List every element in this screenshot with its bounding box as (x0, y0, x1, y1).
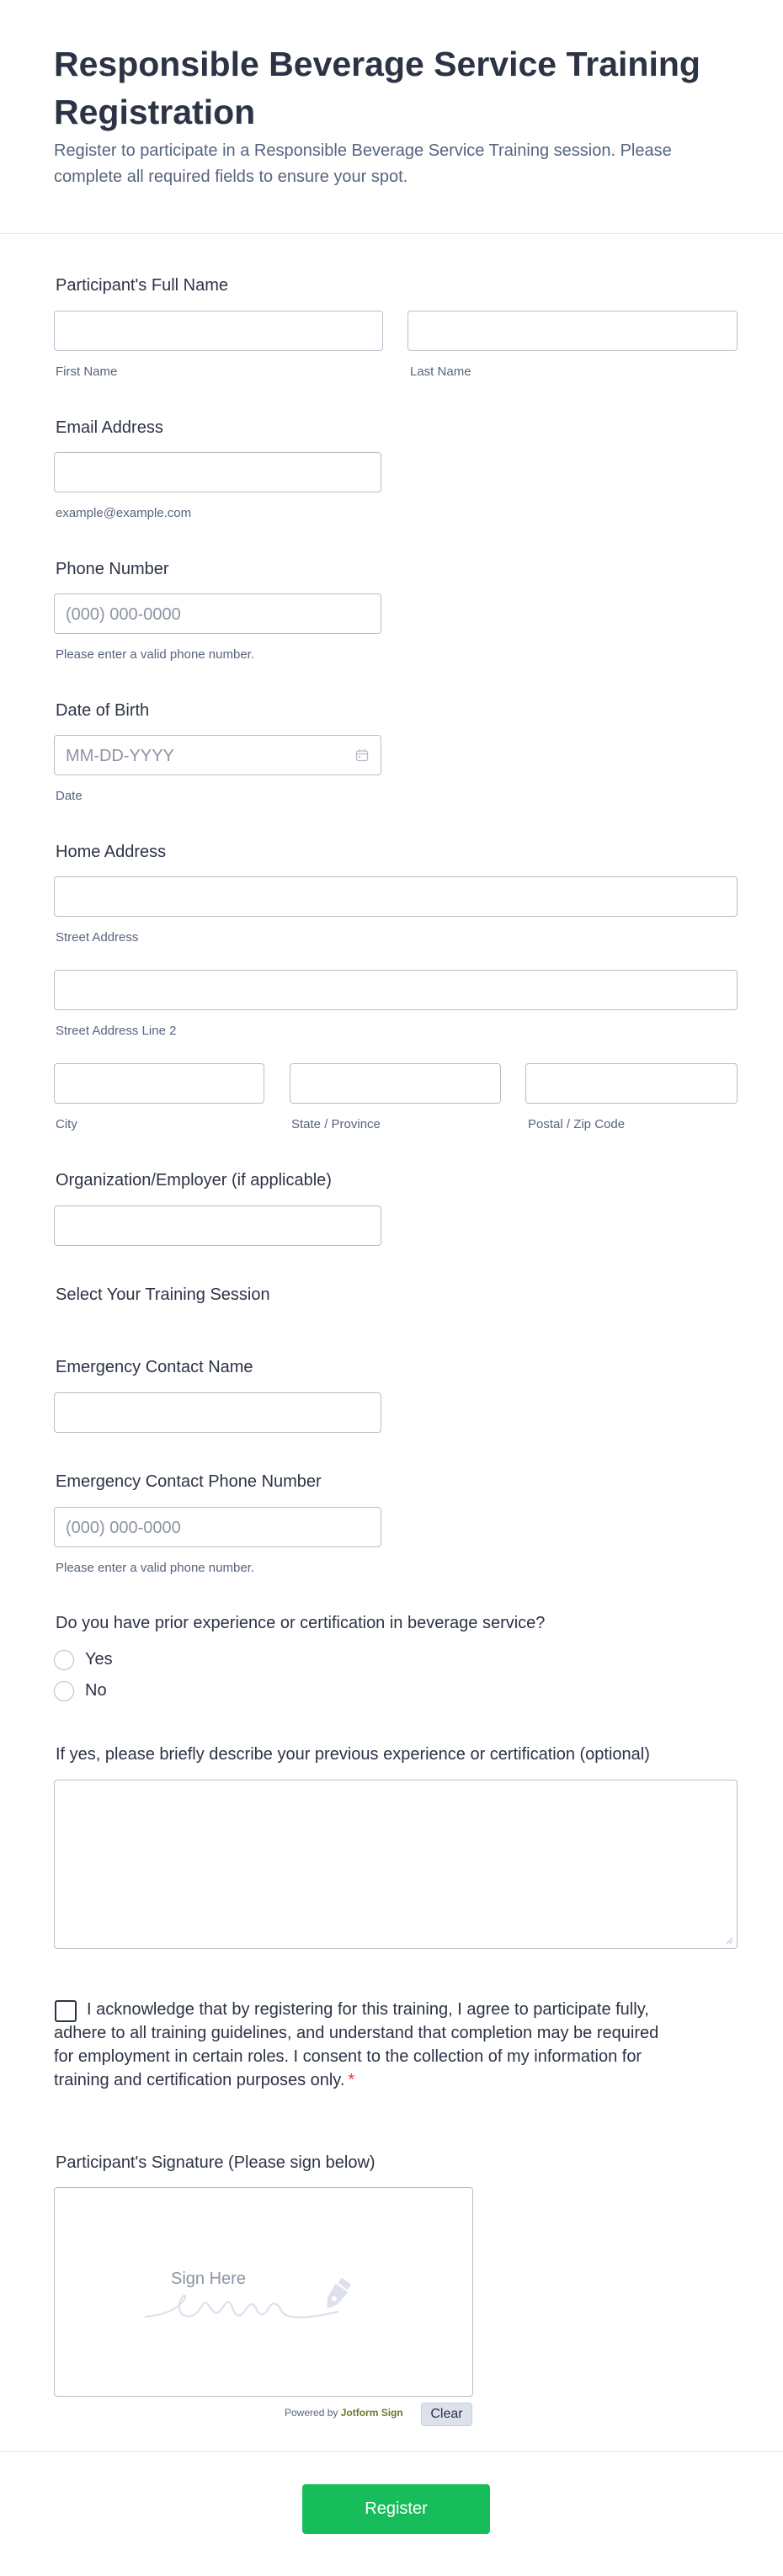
form-title: Responsible Beverage Service Training Registration (54, 45, 700, 131)
dob-sublabel: Date (56, 789, 83, 803)
experience-label: Do you have prior experience or certification in beverage service? (56, 1614, 546, 1632)
register-button[interactable]: Register (302, 2484, 490, 2534)
experience-detail-textarea[interactable] (54, 1780, 738, 1949)
signature-placeholder: Sign Here (171, 2270, 246, 2288)
dob-label: Date of Birth (56, 701, 150, 720)
form-subtitle: Register to participate in a Responsible Beverage Service Training session. Please complete all required fields to ensure your spot. (54, 141, 672, 186)
dob-placeholder: MM-DD-YYYY (66, 747, 174, 765)
last-name-input[interactable] (407, 311, 738, 351)
required-mark: * (348, 2071, 355, 2089)
signature-pad[interactable] (54, 2187, 473, 2397)
radio-yes-label[interactable]: Yes (85, 1650, 113, 1669)
resize-handle-icon[interactable] (726, 1937, 733, 1945)
state-sublabel: State / Province (291, 1117, 381, 1131)
emergency-phone-input[interactable] (54, 1507, 381, 1547)
consent-text (54, 1998, 677, 2092)
emergency-name-label: Emergency Contact Name (56, 1358, 253, 1376)
zip-sublabel: Postal / Zip Code (528, 1117, 626, 1131)
first-name-sublabel: First Name (56, 365, 118, 379)
emergency-phone-sublabel: Please enter a valid phone number. (56, 1561, 254, 1575)
powered-by (285, 2406, 403, 2419)
street-address-2-sublabel: Street Address Line 2 (56, 1024, 177, 1038)
consent-text-body: I acknowledge that by registering for this training, I agree to participate fully, adhere to all training guidelines, and understand that completion may be required for employment in certain roles. I consent to the collection of my information for training and certification purposes only. (54, 2000, 659, 2089)
phone-sublabel: Please enter a valid phone number. (56, 647, 254, 662)
emergency-phone-label: Emergency Contact Phone Number (56, 1472, 322, 1491)
form-header (0, 0, 783, 234)
radio-no[interactable] (54, 1681, 74, 1701)
radio-no-label[interactable]: No (85, 1681, 107, 1700)
radio-yes[interactable] (54, 1650, 74, 1670)
email-label: Email Address (56, 418, 163, 437)
street-address-sublabel: Street Address (56, 930, 139, 945)
dob-input[interactable] (54, 735, 381, 775)
footer-divider (0, 2451, 783, 2452)
organization-input[interactable] (54, 1206, 381, 1246)
phone-placeholder: (000) 000-0000 (66, 605, 181, 624)
city-input[interactable] (54, 1063, 264, 1104)
phone-input[interactable] (54, 593, 381, 634)
first-name-input[interactable] (54, 311, 383, 351)
powered-by-brand[interactable]: Jotform Sign (340, 2407, 403, 2419)
email-input[interactable] (54, 452, 381, 492)
powered-by-prefix: Powered by (285, 2407, 338, 2419)
address-label: Home Address (56, 843, 167, 861)
organization-label: Organization/Employer (if applicable) (56, 1171, 332, 1190)
experience-detail-label: If yes, please briefly describe your previous experience or certification (optional) (56, 1745, 650, 1764)
street-address-input[interactable] (54, 876, 738, 917)
emergency-phone-placeholder: (000) 000-0000 (66, 1519, 181, 1537)
emergency-name-input[interactable] (54, 1392, 381, 1433)
street-address-2-input[interactable] (54, 970, 738, 1010)
city-sublabel: City (56, 1117, 77, 1131)
clear-signature-button[interactable]: Clear (421, 2403, 472, 2426)
email-sublabel: example@example.com (56, 506, 192, 520)
state-input[interactable] (290, 1063, 501, 1104)
full-name-label: Participant's Full Name (56, 276, 228, 295)
zip-input[interactable] (525, 1063, 738, 1104)
last-name-sublabel: Last Name (410, 365, 471, 379)
training-session-label: Select Your Training Session (56, 1285, 270, 1304)
phone-label: Phone Number (56, 560, 169, 578)
calendar-icon[interactable] (355, 748, 369, 762)
signature-label: Participant's Signature (Please sign below) (56, 2153, 376, 2172)
